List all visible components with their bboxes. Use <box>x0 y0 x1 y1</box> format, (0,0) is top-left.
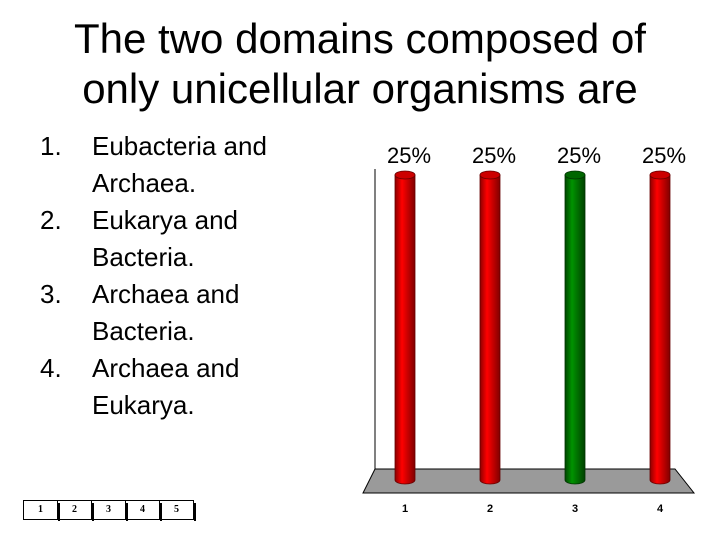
answer-text-line: Eubacteria and <box>92 131 267 161</box>
bar-2 <box>480 175 500 484</box>
bar-4 <box>650 175 670 484</box>
bar-1 <box>395 175 415 484</box>
keypad-key-4: 4 <box>126 500 160 520</box>
value-label-4: 25% <box>641 143 687 168</box>
bar-cap-3 <box>565 171 585 179</box>
value-label-1: 25% <box>386 143 432 168</box>
answer-text-line: Archaea and <box>92 353 240 383</box>
bar-cap-1 <box>395 171 415 179</box>
category-label-4: 4 <box>656 503 664 515</box>
answer-number: 3. <box>40 279 62 309</box>
answer-number: 2. <box>40 205 62 235</box>
value-label-2: 25% <box>471 143 517 168</box>
answer-text-line: Eukarya. <box>92 390 195 420</box>
answer-text-line: Archaea and <box>92 279 240 309</box>
title-line-1: The two domains composed of <box>74 15 646 62</box>
value-label-3: 25% <box>556 143 602 168</box>
bar-3 <box>565 175 585 484</box>
keypad-legend <box>23 500 194 520</box>
answer-number: 1. <box>40 131 62 161</box>
answer-number: 4. <box>40 353 62 383</box>
bar-cap-4 <box>650 171 670 179</box>
keypad-key-2: 2 <box>58 500 92 520</box>
answer-text-line: Bacteria. <box>92 316 195 346</box>
category-label-1: 1 <box>401 503 409 515</box>
answer-text-line: Archaea. <box>92 168 197 198</box>
answer-text-line: Eukarya and <box>92 205 238 235</box>
category-label-3: 3 <box>571 503 579 515</box>
keypad-key-3: 3 <box>92 500 126 520</box>
title-line-2: only unicellular organisms are <box>82 65 638 112</box>
keypad-key-1: 1 <box>24 500 58 520</box>
bar-cap-2 <box>480 171 500 179</box>
category-label-2: 2 <box>486 503 494 515</box>
keypad-key-5: 5 <box>160 500 194 520</box>
answer-text-line: Bacteria. <box>92 242 195 272</box>
